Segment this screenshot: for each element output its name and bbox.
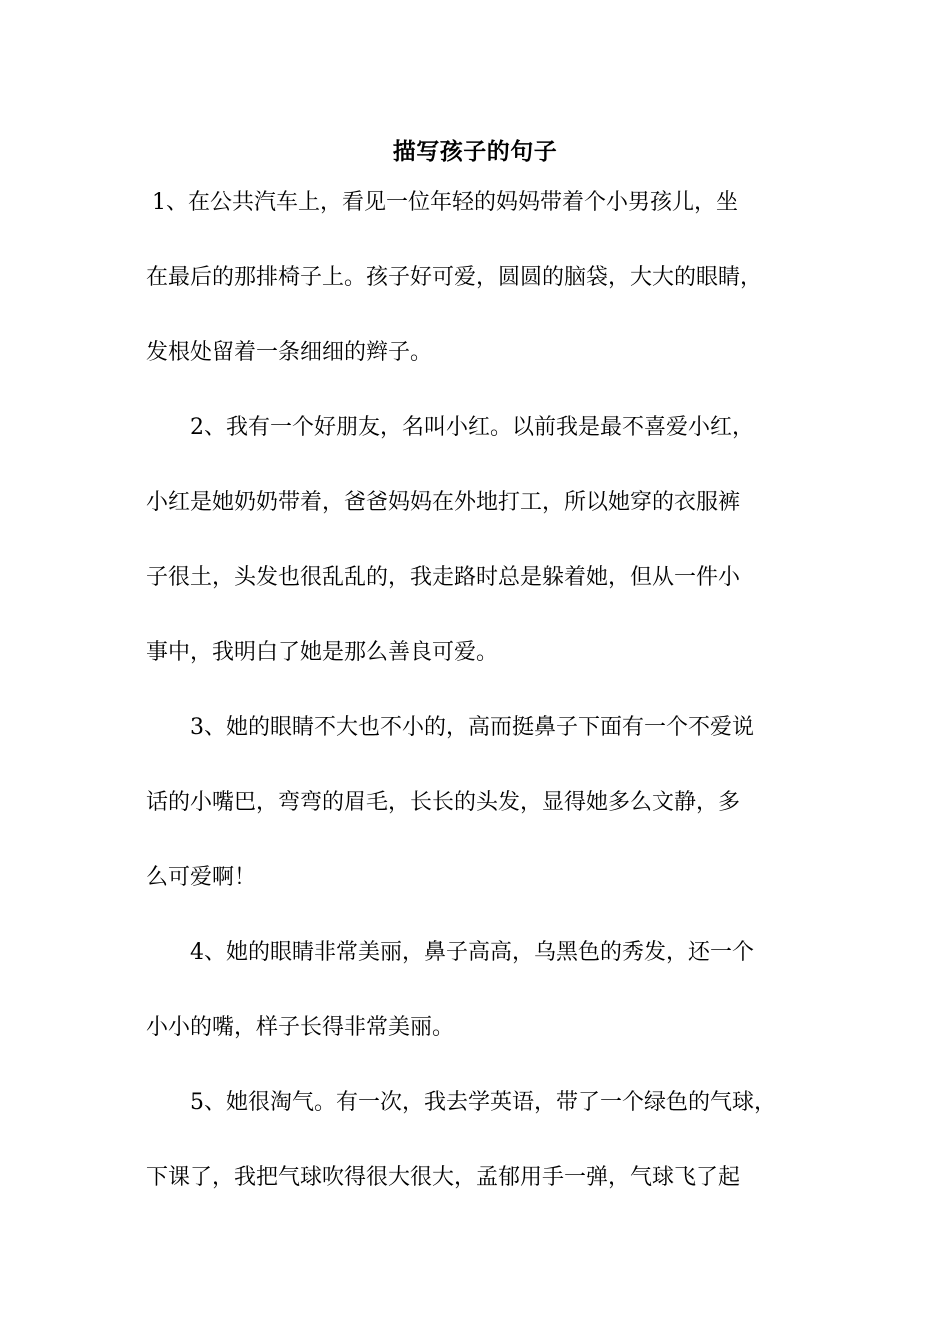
document-body xyxy=(146,178,814,1228)
document-title: 描写孩子的句子 xyxy=(392,139,558,165)
paragraph-3-line-3: 么可爱啊！ xyxy=(146,865,257,890)
paragraph-2-line-2: 小红是她奶奶带着，爸爸妈妈在外地打工，所以她穿的衣服裤 xyxy=(146,490,741,515)
paragraph-5-line-2: 下课了，我把气球吹得很大很大，孟郁用手一弹，气球飞了起 xyxy=(146,1165,741,1190)
paragraph-1-line-1: 1、在公共汽车上，看见一位年轻的妈妈带着个小男孩儿，坐 xyxy=(152,190,738,215)
paragraph-3-line-2: 话的小嘴巴，弯弯的眉毛，长长的头发，显得她多么文静，多 xyxy=(146,790,741,815)
paragraph-2-line-4: 事中，我明白了她是那么善良可爱。 xyxy=(146,640,499,665)
paragraph-1-line-2: 在最后的那排椅子上。孩子好可爱，圆圆的脑袋，大大的眼睛， xyxy=(146,265,763,290)
paragraph-5-line-1: 5、她很淘气。有一次，我去学英语，带了一个绿色的气球， xyxy=(190,1090,776,1115)
paragraph-3-line-1: 3、她的眼睛不大也不小的，高而挺鼻子下面有一个不爱说 xyxy=(190,715,754,740)
paragraph-2-line-1: 2、我有一个好朋友，名叫小红。以前我是最不喜爱小红， xyxy=(190,415,754,440)
paragraph-2-line-3: 子很土，头发也很乱乱的，我走路时总是躲着她，但从一件小 xyxy=(146,565,741,590)
paragraph-4-line-1: 4、她的眼睛非常美丽，鼻子高高，乌黑色的秀发，还一个 xyxy=(190,940,754,965)
paragraph-4-line-2: 小小的嘴，样子长得非常美丽。 xyxy=(146,1015,455,1040)
paragraph-1-line-3: 发根处留着一条细细的辫子。 xyxy=(146,340,433,365)
